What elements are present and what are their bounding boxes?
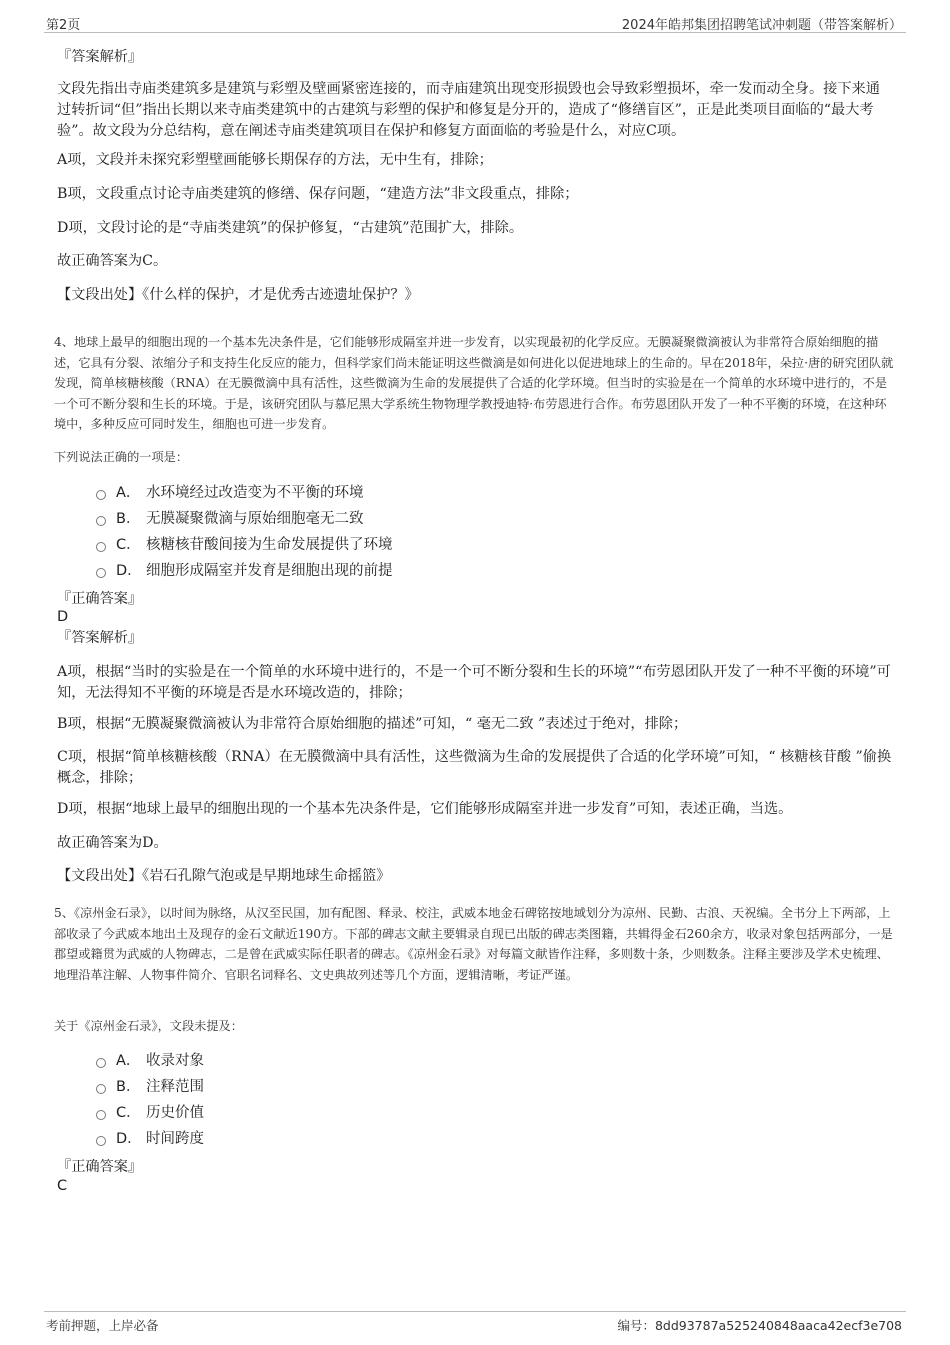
q5-answer-label: 『正确答案』 [57, 1159, 143, 1175]
q3-source: 【文段出处】《什么样的保护，才是优秀古迹遗址保护？》 [57, 287, 419, 303]
radio-icon[interactable] [96, 568, 106, 578]
q4-option-d-analysis: D项，根据“地球上最早的细胞出现的一个基本先决条件是，它们能够形成隔室并进一步发育”可知，表述正确，当选。 [57, 801, 793, 817]
q5-question: 关于《凉州金石录》，文段未提及： [54, 1019, 243, 1033]
q3-option-d-analysis: D项，文段讨论的是“寺庙类建筑”的保护修复，“古建筑”范围扩大，排除。 [57, 220, 524, 236]
q3-option-a-analysis: A项，文段并未探究彩塑壁画能够长期保存的方法，无中生有，排除； [57, 152, 493, 168]
document-id: 编号：8dd93787a525240848aaca42ecf3e708 [617, 1318, 902, 1333]
q4-answer: D [57, 609, 69, 625]
page-number: 第2页 [46, 18, 81, 33]
radio-icon[interactable] [96, 1058, 106, 1068]
q4-option-a[interactable]: A． 水环境经过改造变为不平衡的环境 [96, 483, 364, 503]
document-title: 2024年皓邦集团招聘笔试冲刺题（带答案解析） [621, 18, 902, 33]
q5-option-b[interactable]: B． 注释范围 [96, 1077, 204, 1097]
radio-icon[interactable] [96, 490, 106, 500]
q4-option-c[interactable]: C． 核糖核苷酸间接为生命发展提供了环境 [96, 535, 393, 555]
q3-analysis-text: 文段先指出寺庙类建筑多是建筑与彩塑及壁画紧密连接的，而寺庙建筑出现变形损毁也会导致彩塑损坏，牵一发而动全身。接下来通过转折词“但”指出长期以来寺庙类建筑中的古建筑与彩塑的保护和修复是分开的，造成了“修缮盲区”，正是此类项目面临的“最大考验”。故文段为分总结构，意在阐述寺庙类建筑项目在保护和修复方面面临的考验是什么，对应C项。 [57, 81, 880, 139]
q5-stem: 5、《凉州金石录》，以时间为脉络，从汉至民国，加有配图、释录、校注，武威本地金石碑铭按地域划分为凉州、民勤、古浪、天祝编。全书分上下两部，上部收录了今武威本地出土及现存的金石文献近190方。下部的碑志文献主要辑录自现已出版的碑志类图籍，共辑得金石260余方，收录对象包括两部分，一是郡望或籍贯为武威的人物碑志，二是曾在武威实际任职者的碑志。《凉州金石录》对每篇文献皆作注释，多则数十条，少则数条。注释主要涉及学术史梳理、地理沿革注解、人物事件简介、官职名词释名、文史典故列述等几个方面，逻辑清晰，考证严谨。 [54, 906, 893, 982]
q5-option-d[interactable]: D． 时间跨度 [96, 1129, 204, 1149]
q4-conclusion: 故正确答案为D。 [57, 835, 168, 851]
q4-option-d[interactable]: D． 细胞形成隔室并发育是细胞出现的前提 [96, 561, 393, 581]
q4-option-b-analysis: B项，根据“无膜凝聚微滴被认为非常符合原始细胞的描述”可知，“ 毫无二致 ”表述过于绝对，排除； [57, 716, 688, 732]
footer-slogan: 考前押题，上岸必备 [46, 1318, 159, 1333]
q4-option-a-analysis: A项，根据“当时的实验是在一个简单的水环境中进行的，不是一个可不断分裂和生长的环境”“布劳恩团队开发了一种不平衡的环境”可知，无法得知不平衡的环境是否是水环境改造的，排除； [57, 664, 891, 701]
page-footer [44, 1311, 906, 1336]
q4-question: 下列说法正确的一项是： [54, 450, 189, 464]
q4-stem: 4、地球上最早的细胞出现的一个基本先决条件是，它们能够形成隔室并进一步发育，以实现最初的化学反应。无膜凝聚微滴被认为非常符合原始细胞的描述，它具有分裂、浓缩分子和支持生化反应的能力，但科学家们尚未能证明这些微滴是如何进化以促进地球上的生命的。早在2018年，朵拉·唐的研究团队就发现，简单核糖核酸（RNA）在无膜微滴中具有活性，这些微滴为生命的发展提供了合适的化学环境。但当时的实验是在一个简单的水环境中进行的，不是一个可不断分裂和生长的环境。于是，该研究团队与慕尼黑大学系统生物物理学教授迪特·布劳恩进行合作。布劳恩团队开发了一种不平衡的环境，在这种环境中，多种反应可同时发生，细胞也可进一步发育。 [54, 335, 894, 431]
q5-answer: C [57, 1178, 68, 1194]
radio-icon[interactable] [96, 1084, 106, 1094]
q5-option-c[interactable]: C． 历史价值 [96, 1103, 204, 1123]
q4-analysis-label: 『答案解析』 [57, 630, 143, 646]
radio-icon[interactable] [96, 1136, 106, 1146]
radio-icon[interactable] [96, 516, 106, 526]
q3-option-b-analysis: B项，文段重点讨论寺庙类建筑的修缮、保存问题，“建造方法”非文段重点，排除； [57, 186, 579, 202]
q4-answer-label: 『正确答案』 [57, 591, 143, 607]
q5-option-a[interactable]: A． 收录对象 [96, 1051, 204, 1071]
q4-option-c-analysis: C项，根据“简单核糖核酸（RNA）在无膜微滴中具有活性，这些微滴为生命的发展提供了合适的化学环境”可知，“ 核糖核苷酸 ”偷换概念，排除； [57, 749, 892, 786]
page-header [44, 12, 906, 33]
q3-conclusion: 故正确答案为C。 [57, 253, 168, 269]
q3-analysis-label: 『答案解析』 [57, 49, 143, 65]
q4-option-b[interactable]: B． 无膜凝聚微滴与原始细胞毫无二致 [96, 509, 364, 529]
q4-source: 【文段出处】《岩石孔隙气泡或是早期地球生命摇篮》 [57, 868, 391, 884]
radio-icon[interactable] [96, 1110, 106, 1120]
radio-icon[interactable] [96, 542, 106, 552]
